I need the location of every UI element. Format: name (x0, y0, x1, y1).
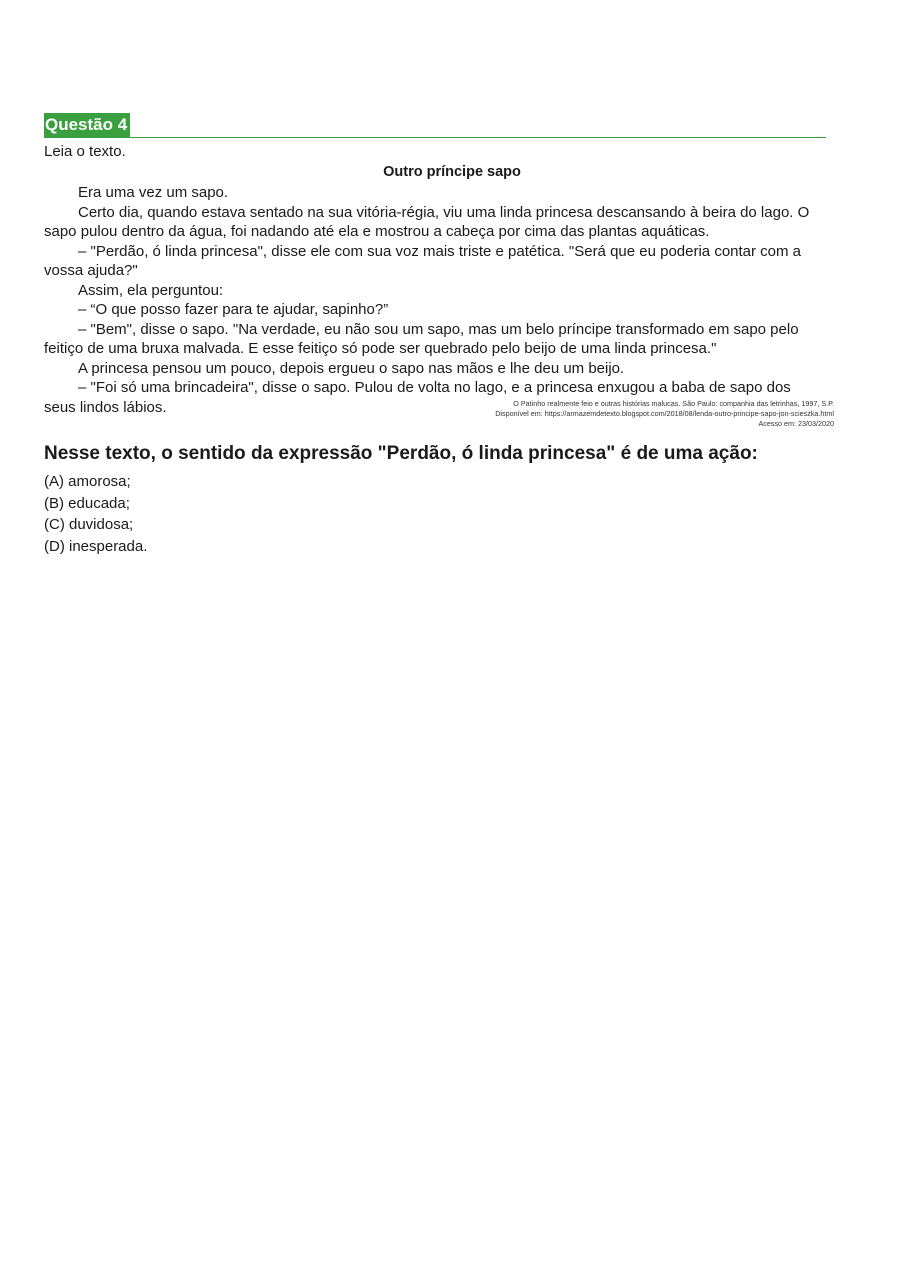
question-number-badge: Questão 4 (44, 113, 130, 137)
source-access-date: Acesso em: 23/03/2020 (758, 419, 834, 428)
source-citation (495, 399, 834, 429)
question-header (44, 113, 826, 138)
source-book: O Patinho realmente feio e outras histórias malucas. São Paulo: companhia das letrinhas, 1997, S.P. (513, 399, 834, 408)
story-paragraph: – "Perdão, ó linda princesa", disse ele com sua voz mais triste e patética. "Será que eu poderia contar com a vossa ajuda?" (44, 242, 802, 279)
option-d[interactable]: (D) inesperada. (44, 537, 148, 555)
option-b[interactable]: (B) educada; (44, 494, 130, 512)
story-text (44, 183, 834, 428)
story-ending (44, 378, 834, 428)
question-page (44, 113, 836, 557)
instruction-text: Leia o texto. (44, 143, 126, 160)
story-title: Outro príncipe sapo (383, 164, 521, 180)
source-url: Disponível em: https://armazemdetexto.blogspot.com/2018/08/lenda-outro-principe-sapo-jon-scieszka.html (495, 409, 834, 418)
story-paragraph: – “O que posso fazer para te ajudar, sapinho?” (78, 301, 389, 318)
option-c[interactable]: (C) duvidosa; (44, 516, 134, 533)
answer-options (44, 471, 836, 557)
option-a[interactable]: (A) amorosa; (44, 473, 131, 490)
story-paragraph: Assim, ela perguntou: (78, 281, 224, 299)
story-paragraph: Certo dia, quando estava sentado na sua vitória-régia, viu uma linda princesa descansando à beira do lago. O sapo pulou dentro da água, foi nadando até ela e mostrou a cabeça por cima das plantas aquáticas. (44, 203, 810, 240)
story-paragraph: Era uma vez um sapo. (78, 184, 229, 201)
story-paragraph: – "Bem", disse o sapo. "Na verdade, eu não sou um sapo, mas um belo príncipe transformado em sapo pelo feitiço de uma bruxa malvada. E esse feitiço só pode ser quebrado pelo beijo de uma linda princesa." (44, 320, 799, 357)
story-paragraph: – "Foi só uma brincadeira", disse o sapo. Pulou de volta no lago, e a princesa enxugou a baba de sapo dos seus lindos lábios. (44, 379, 791, 416)
story-paragraph: A princesa pensou um pouco, depois ergueu o sapo nas mãos e lhe deu um beijo. (78, 359, 625, 377)
question-prompt: Nesse texto, o sentido da expressão "Perdão, ó linda princesa" é de uma ação: (44, 443, 758, 464)
